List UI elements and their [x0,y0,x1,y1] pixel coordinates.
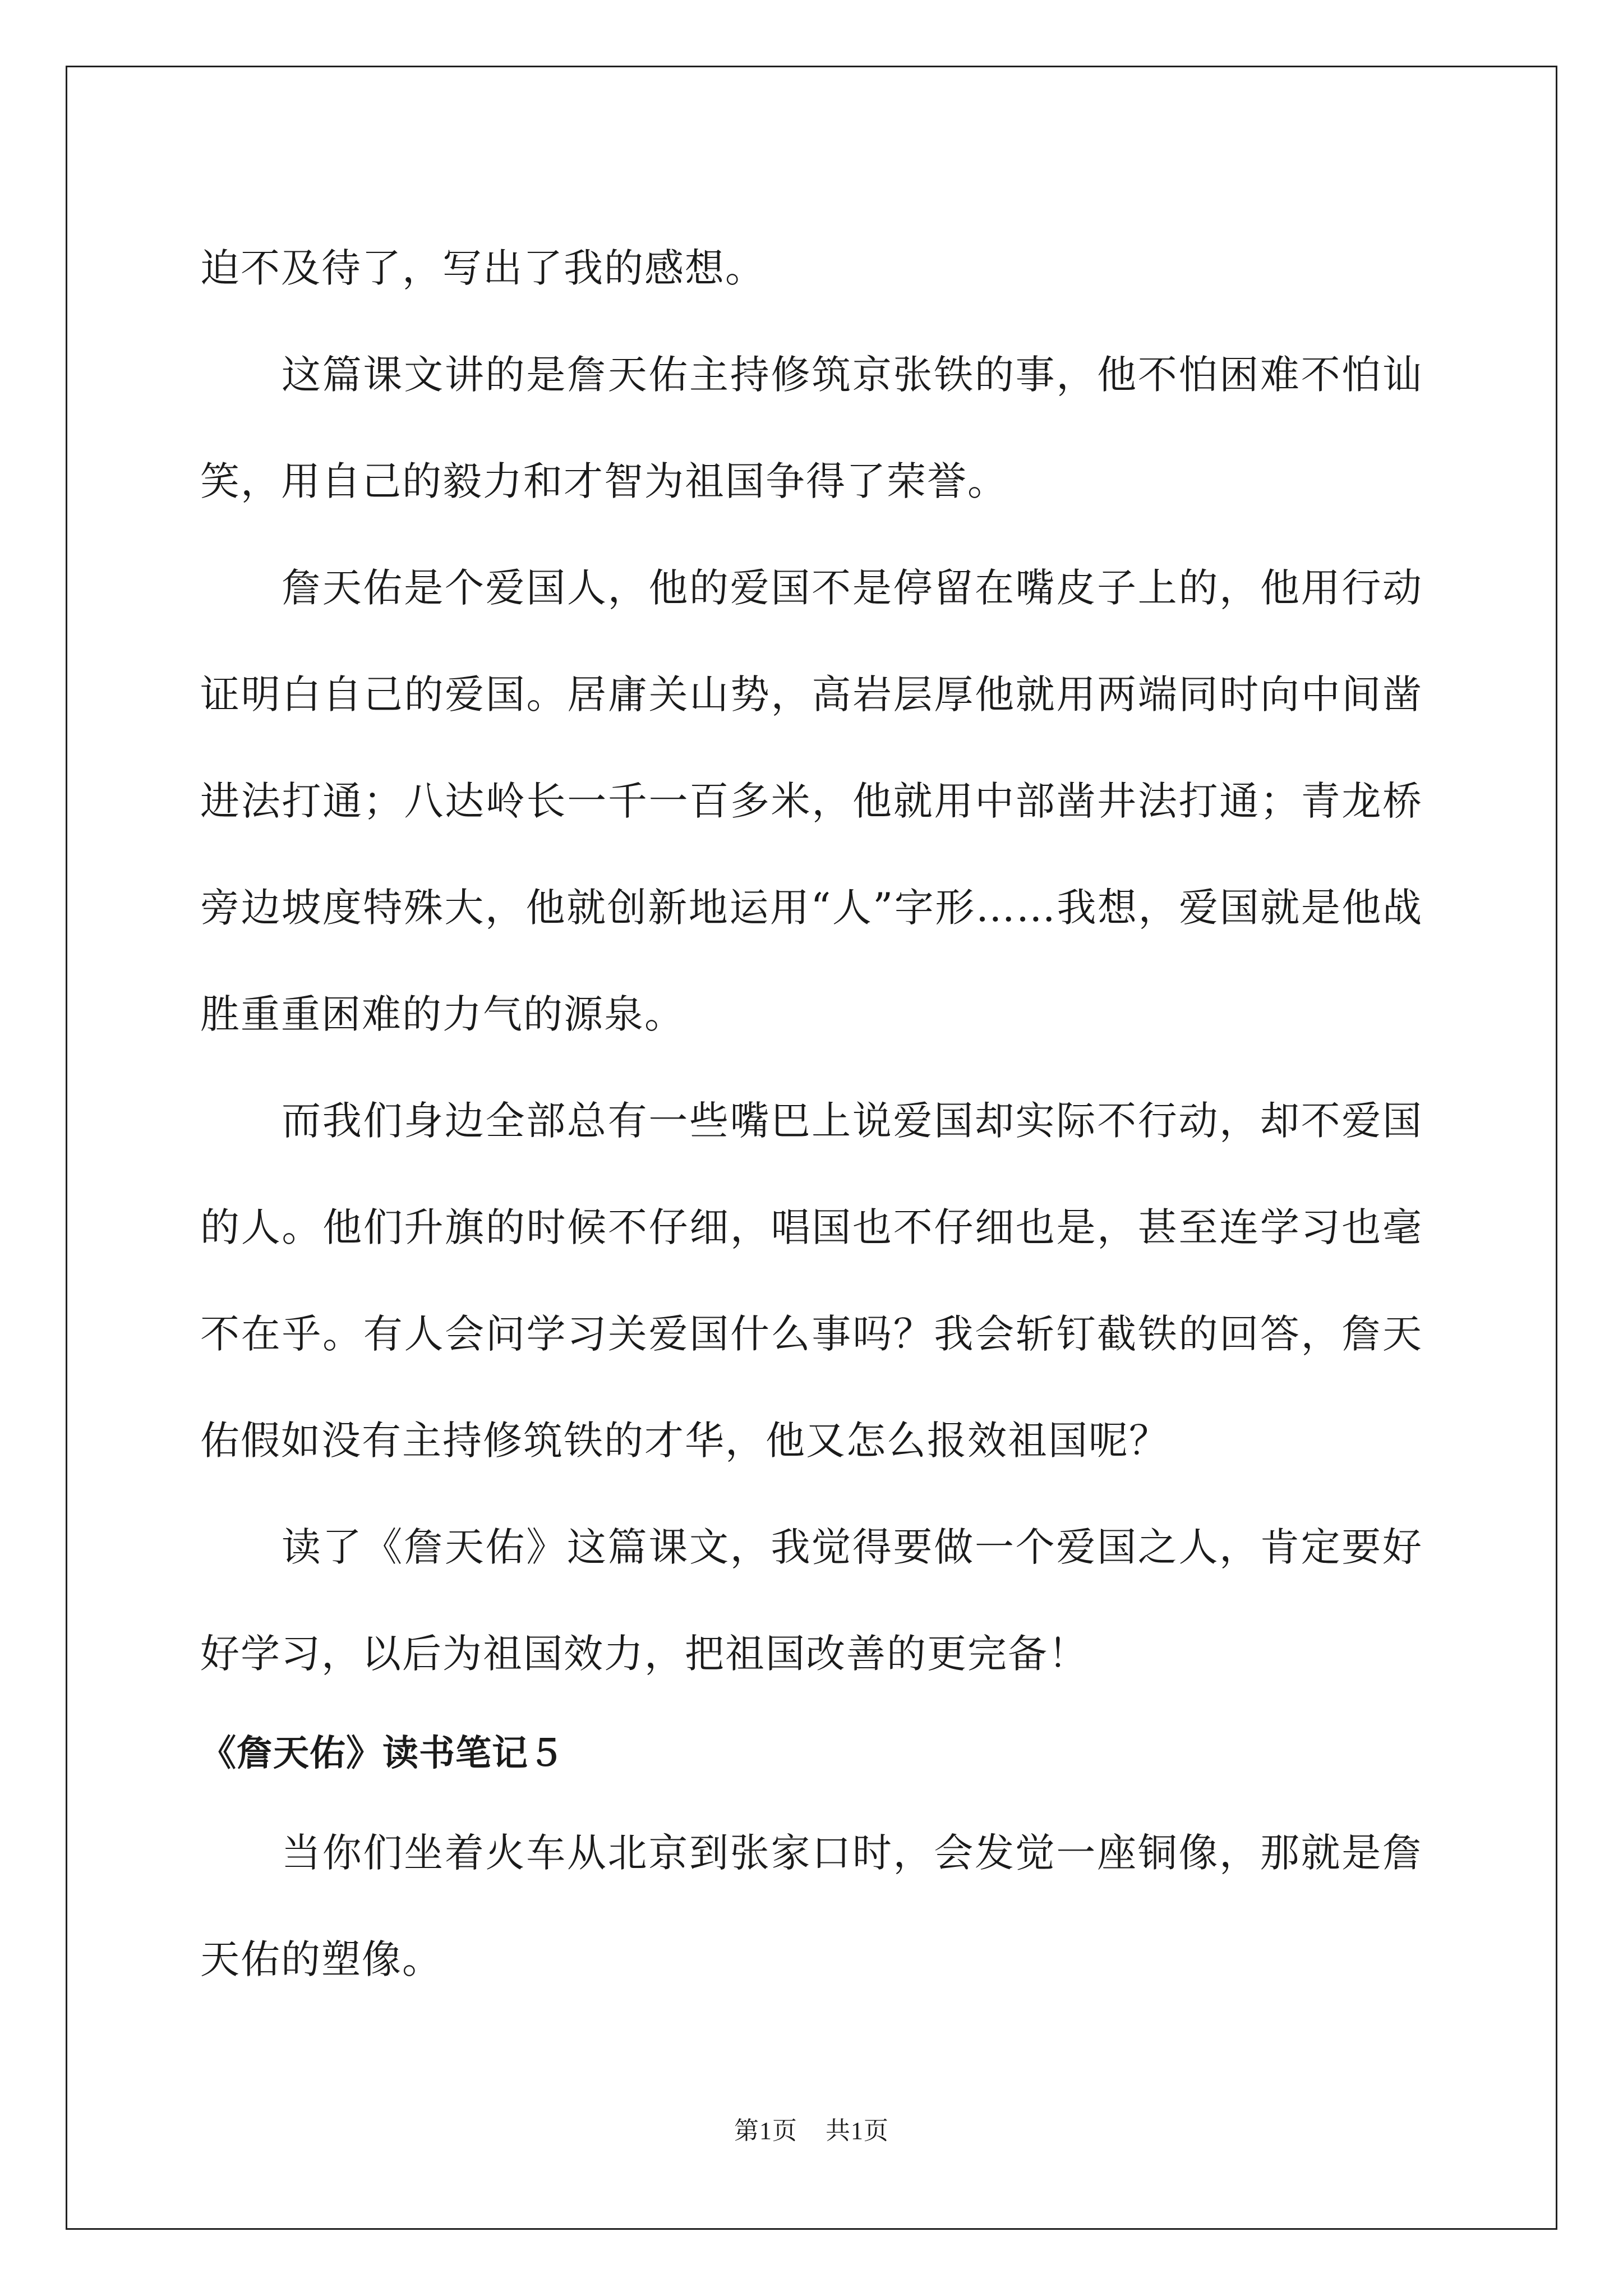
page-total: 共1页 [826,2117,889,2145]
page-footer [0,2110,1623,2146]
document-body [200,215,1423,2013]
paragraph-2: 这篇课文讲的是詹天佑主持修筑京张铁的事，他不怕困难不怕讪笑，用自己的毅力和才智为祖国争得了荣誉。 [200,352,1423,504]
paragraph-1: 迫不及待了，写出了我的感想。 [200,245,766,291]
paragraph-4: 而我们身边全部总有一些嘴巴上说爱国却实际不行动，却不爱国的人。他们升旗的时候不仔细，唱国也不仔细也是，甚至连学习也毫不在乎。有人会问学习关爱国什么事吗？我会斩钉截铁的回答，詹天佑假如没有主持修筑铁的才华，他又怎么报效祖国呢？ [200,1098,1423,1464]
paragraph-3: 詹天佑是个爱国人，他的爱国不是停留在嘴皮子上的，他用行动证明白自己的爱国。居庸关山势，高岩层厚他就用两端同时向中间凿进法打通；八达岭长一千一百多米，他就用中部凿井法打通；青龙桥旁边坡度特殊大，他就创新地运用“人”字形……我想，爱国就是他战胜重重困难的力气的源泉。 [200,565,1423,1037]
paragraph-5: 读了《詹天佑》这篇课文，我觉得要做一个爱国之人，肯定要好好学习，以后为祖国效力，把祖国改善的更完备！ [200,1524,1423,1677]
page-number: 第1页 [734,2117,797,2145]
section-heading: 《詹天佑》读书笔记５ [200,1732,565,1774]
section-paragraph-1: 当你们坐着火车从北京到张家口时，会发觉一座铜像，那就是詹天佑的塑像。 [200,1830,1423,1982]
